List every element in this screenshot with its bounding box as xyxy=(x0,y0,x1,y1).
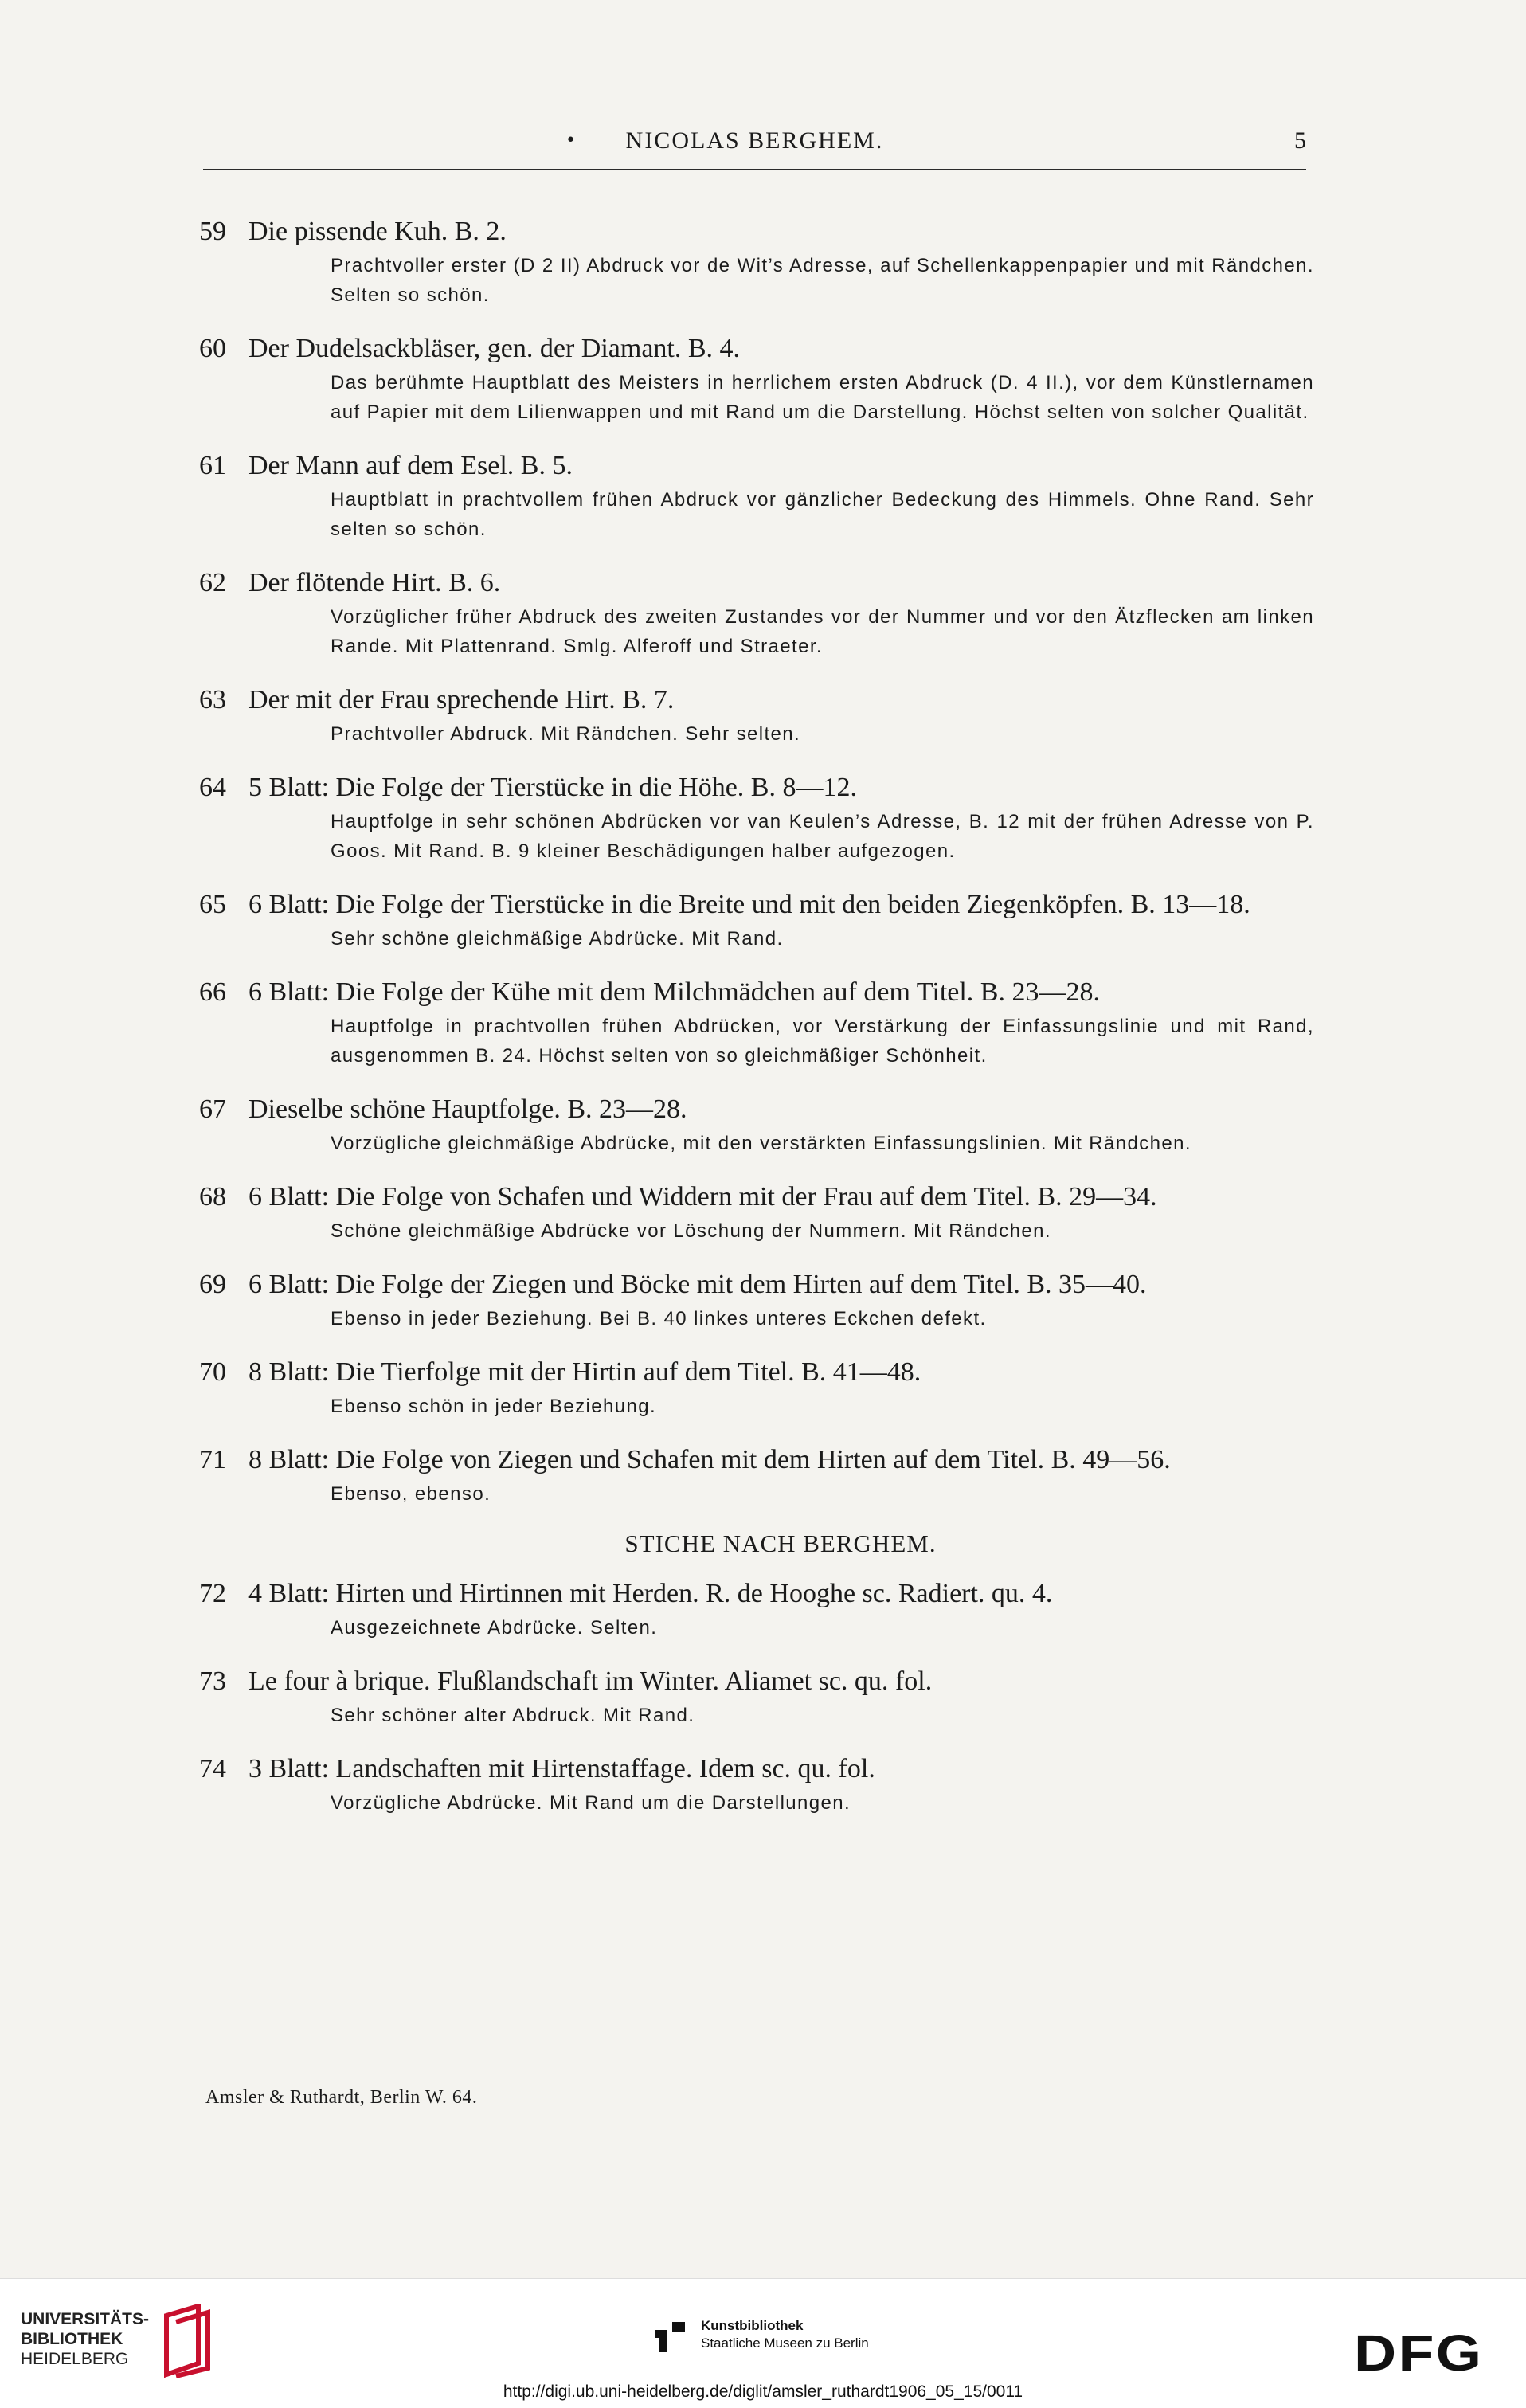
catalog-entry xyxy=(199,448,1314,544)
entry-number: 67 xyxy=(199,1094,226,1124)
ub-logo-text xyxy=(21,2309,149,2369)
catalog-entry xyxy=(199,1091,1314,1158)
entry-title-text: 4 Blatt: Hirten und Hirtinnen mit Herden. R. de Hooghe sc. Radiert. qu. 4. xyxy=(248,1579,1053,1608)
entry-title-text: 6 Blatt: Die Folge der Ziegen und Böcke mit dem Hirten auf dem Titel. B. 35—40. xyxy=(248,1270,1147,1299)
kunstbibliothek-mark-icon xyxy=(650,2317,690,2357)
entry-title xyxy=(199,1267,1314,1302)
running-title: NICOLAS BERGHEM. xyxy=(625,127,884,154)
entry-title xyxy=(199,1091,1314,1127)
entry-title-text: 8 Blatt: Die Folge von Ziegen und Schafen mit dem Hirten auf dem Titel. B. 49—56. xyxy=(248,1445,1171,1474)
section-heading: STICHE NACH BERGHEM. xyxy=(624,1529,937,1557)
entry-description: Ebenso in jeder Beziehung. Bei B. 40 linkes unteres Eckchen defekt. xyxy=(331,1308,987,1329)
entry-title-text: Die pissende Kuh. B. 2. xyxy=(248,217,507,246)
header-bullet: • xyxy=(565,131,576,151)
entry-number: 65 xyxy=(199,890,226,919)
entry-description: Schöne gleichmäßige Abdrücke vor Löschung der Nummern. Mit Rändchen. xyxy=(331,1220,1051,1242)
entry-title xyxy=(199,682,1314,718)
catalog-entry xyxy=(199,565,1314,661)
entry-description: Ausgezeichnete Abdrücke. Selten. xyxy=(331,1617,658,1639)
entry-title-text: Dieselbe schöne Hauptfolge. B. 23—28. xyxy=(248,1094,687,1124)
entry-number: 59 xyxy=(199,217,226,246)
entry-number: 64 xyxy=(199,773,226,802)
kunstbibliothek-text xyxy=(701,2317,869,2352)
catalog-entry xyxy=(199,769,1314,866)
entry-number: 60 xyxy=(199,334,226,363)
entry-description: Hauptblatt in prachtvollem frühen Abdruck vor gänzlicher Bedeckung des Himmels. Ohne Rand. Sehr selten so schön. xyxy=(331,489,1314,540)
entry-title xyxy=(199,1442,1314,1478)
entry-number: 63 xyxy=(199,685,226,715)
kunstbibliothek-name: Kunstbibliothek xyxy=(701,2318,804,2333)
catalog-entry xyxy=(199,331,1314,427)
entry-description: Ebenso schön in jeder Beziehung. xyxy=(331,1396,657,1417)
catalog-entry xyxy=(199,1663,1314,1730)
entry-title xyxy=(199,887,1314,922)
catalog-entry xyxy=(199,1442,1314,1509)
entry-description: Hauptfolge in sehr schönen Abdrücken vor van Keulen’s Adresse, B. 12 mit der frühen Adresse von P. Goos. Mit Rand. B. 9 kleiner Beschädigungen halber aufgezogen. xyxy=(331,811,1314,862)
entry-title xyxy=(199,1179,1314,1215)
ub-logo-line: HEIDELBERG xyxy=(21,2350,129,2368)
entry-title-text: Der Dudelsackbläser, gen. der Diamant. B. 4. xyxy=(248,334,741,363)
entry-title xyxy=(199,331,1314,366)
digitization-footer xyxy=(0,2278,1526,2408)
entry-title xyxy=(199,974,1314,1010)
catalog-entry xyxy=(199,1576,1314,1643)
catalog-entry xyxy=(199,1267,1314,1333)
publisher-imprint: Amsler & Ruthardt, Berlin W. 64. xyxy=(205,2087,478,2108)
entry-description: Vorzügliche gleichmäßige Abdrücke, mit den verstärkten Einfassungslinien. Mit Rändchen. xyxy=(331,1133,1191,1154)
entry-title xyxy=(199,1354,1314,1390)
ub-logo-line: BIBLIOTHEK xyxy=(21,2330,123,2348)
entry-title-text: 6 Blatt: Die Folge der Kühe mit dem Milchmädchen auf dem Titel. B. 23—28. xyxy=(248,977,1100,1007)
page-number: 5 xyxy=(1294,127,1306,154)
entry-description: Prachtvoller Abdruck. Mit Rändchen. Sehr selten. xyxy=(331,723,801,745)
entry-title-text: Le four à brique. Flußlandschaft im Winter. Aliamet sc. qu. fol. xyxy=(248,1666,933,1696)
ub-logo-line: UNIVERSITÄTS- xyxy=(21,2310,150,2328)
entry-title-text: 8 Blatt: Die Tierfolge mit der Hirtin auf dem Titel. B. 41—48. xyxy=(248,1357,921,1387)
dfg-logo[interactable]: DFG xyxy=(1354,2324,1484,2382)
kunstbibliothek-logo[interactable] xyxy=(650,2314,905,2370)
permalink-url[interactable]: http://digi.ub.uni-heidelberg.de/diglit/amsler_ruthardt1906_05_15/0011 xyxy=(503,2383,1023,2401)
catalog-entry xyxy=(199,1751,1314,1818)
entry-number: 69 xyxy=(199,1270,226,1299)
entry-number: 66 xyxy=(199,977,226,1007)
catalog-entry xyxy=(199,213,1314,310)
entry-number: 74 xyxy=(199,1754,226,1783)
entry-description: Hauptfolge in prachtvollen frühen Abdrücken, vor Verstärkung der Einfassungslinie und mit Rand, ausgenommen B. 24. Höchst selten von so gleichmäßiger Schönheit. xyxy=(331,1016,1314,1067)
entry-number: 62 xyxy=(199,568,226,597)
entry-description: Vorzügliche Abdrücke. Mit Rand um die Darstellungen. xyxy=(331,1792,851,1814)
entry-title-text: 6 Blatt: Die Folge von Schafen und Widdern mit der Frau auf dem Titel. B. 29—34. xyxy=(248,1182,1157,1212)
catalog-entry xyxy=(199,682,1314,749)
entry-title-text: Der Mann auf dem Esel. B. 5. xyxy=(248,451,573,480)
entry-title-text: Der mit der Frau sprechende Hirt. B. 7. xyxy=(248,685,675,715)
entry-number: 68 xyxy=(199,1182,226,1212)
entry-title xyxy=(199,448,1314,484)
page-header xyxy=(203,127,1306,170)
catalog-content xyxy=(199,213,1314,1838)
entry-description: Das berühmte Hauptblatt des Meisters in herrlichem ersten Abdruck (D. 4 II.), vor dem Künstlernamen auf Papier mit dem Lilienwappen und mit Rand um die Darstellung. Höchst selten von solcher Qualität. xyxy=(331,372,1314,423)
entry-title-text: 5 Blatt: Die Folge der Tierstücke in die Höhe. B. 8—12. xyxy=(248,773,857,802)
catalog-entry xyxy=(199,974,1314,1071)
catalog-entry xyxy=(199,887,1314,953)
catalog-entry xyxy=(199,1354,1314,1421)
entry-title xyxy=(199,769,1314,805)
entry-title-text: 6 Blatt: Die Folge der Tierstücke in die Breite und mit den beiden Ziegenköpfen. B. 13—18. xyxy=(248,890,1250,919)
ub-heidelberg-logo[interactable] xyxy=(21,2304,228,2384)
catalog-entry xyxy=(199,1179,1314,1246)
entry-description: Sehr schöne gleichmäßige Abdrücke. Mit Rand. xyxy=(331,928,784,949)
kunstbibliothek-subtitle: Staatliche Museen zu Berlin xyxy=(701,2336,869,2351)
entry-description: Prachtvoller erster (D 2 II) Abdruck vor de Wit’s Adresse, auf Schellenkappenpapier und mit Rändchen. Selten so schön. xyxy=(331,255,1314,306)
entry-title-text: 3 Blatt: Landschaften mit Hirtenstaffage. Idem sc. qu. fol. xyxy=(248,1754,875,1783)
entry-description: Vorzüglicher früher Abdruck des zweiten Zustandes vor der Nummer und vor den Ätzflecken am linken Rande. Mit Plattenrand. Smlg. Alferoff und Straeter. xyxy=(331,606,1314,657)
entry-description: Ebenso, ebenso. xyxy=(331,1483,491,1505)
entry-title xyxy=(199,565,1314,601)
entry-title xyxy=(199,1576,1314,1611)
entry-number: 71 xyxy=(199,1445,226,1474)
entry-number: 61 xyxy=(199,451,226,480)
ub-book-mark-icon xyxy=(160,2304,224,2378)
entry-title xyxy=(199,213,1314,249)
entry-title xyxy=(199,1751,1314,1787)
entry-number: 73 xyxy=(199,1666,226,1696)
entry-description: Sehr schöner alter Abdruck. Mit Rand. xyxy=(331,1705,695,1726)
entry-number: 70 xyxy=(199,1357,226,1387)
entry-title xyxy=(199,1663,1314,1699)
entry-number: 72 xyxy=(199,1579,226,1608)
entry-title-text: Der flötende Hirt. B. 6. xyxy=(248,568,501,597)
